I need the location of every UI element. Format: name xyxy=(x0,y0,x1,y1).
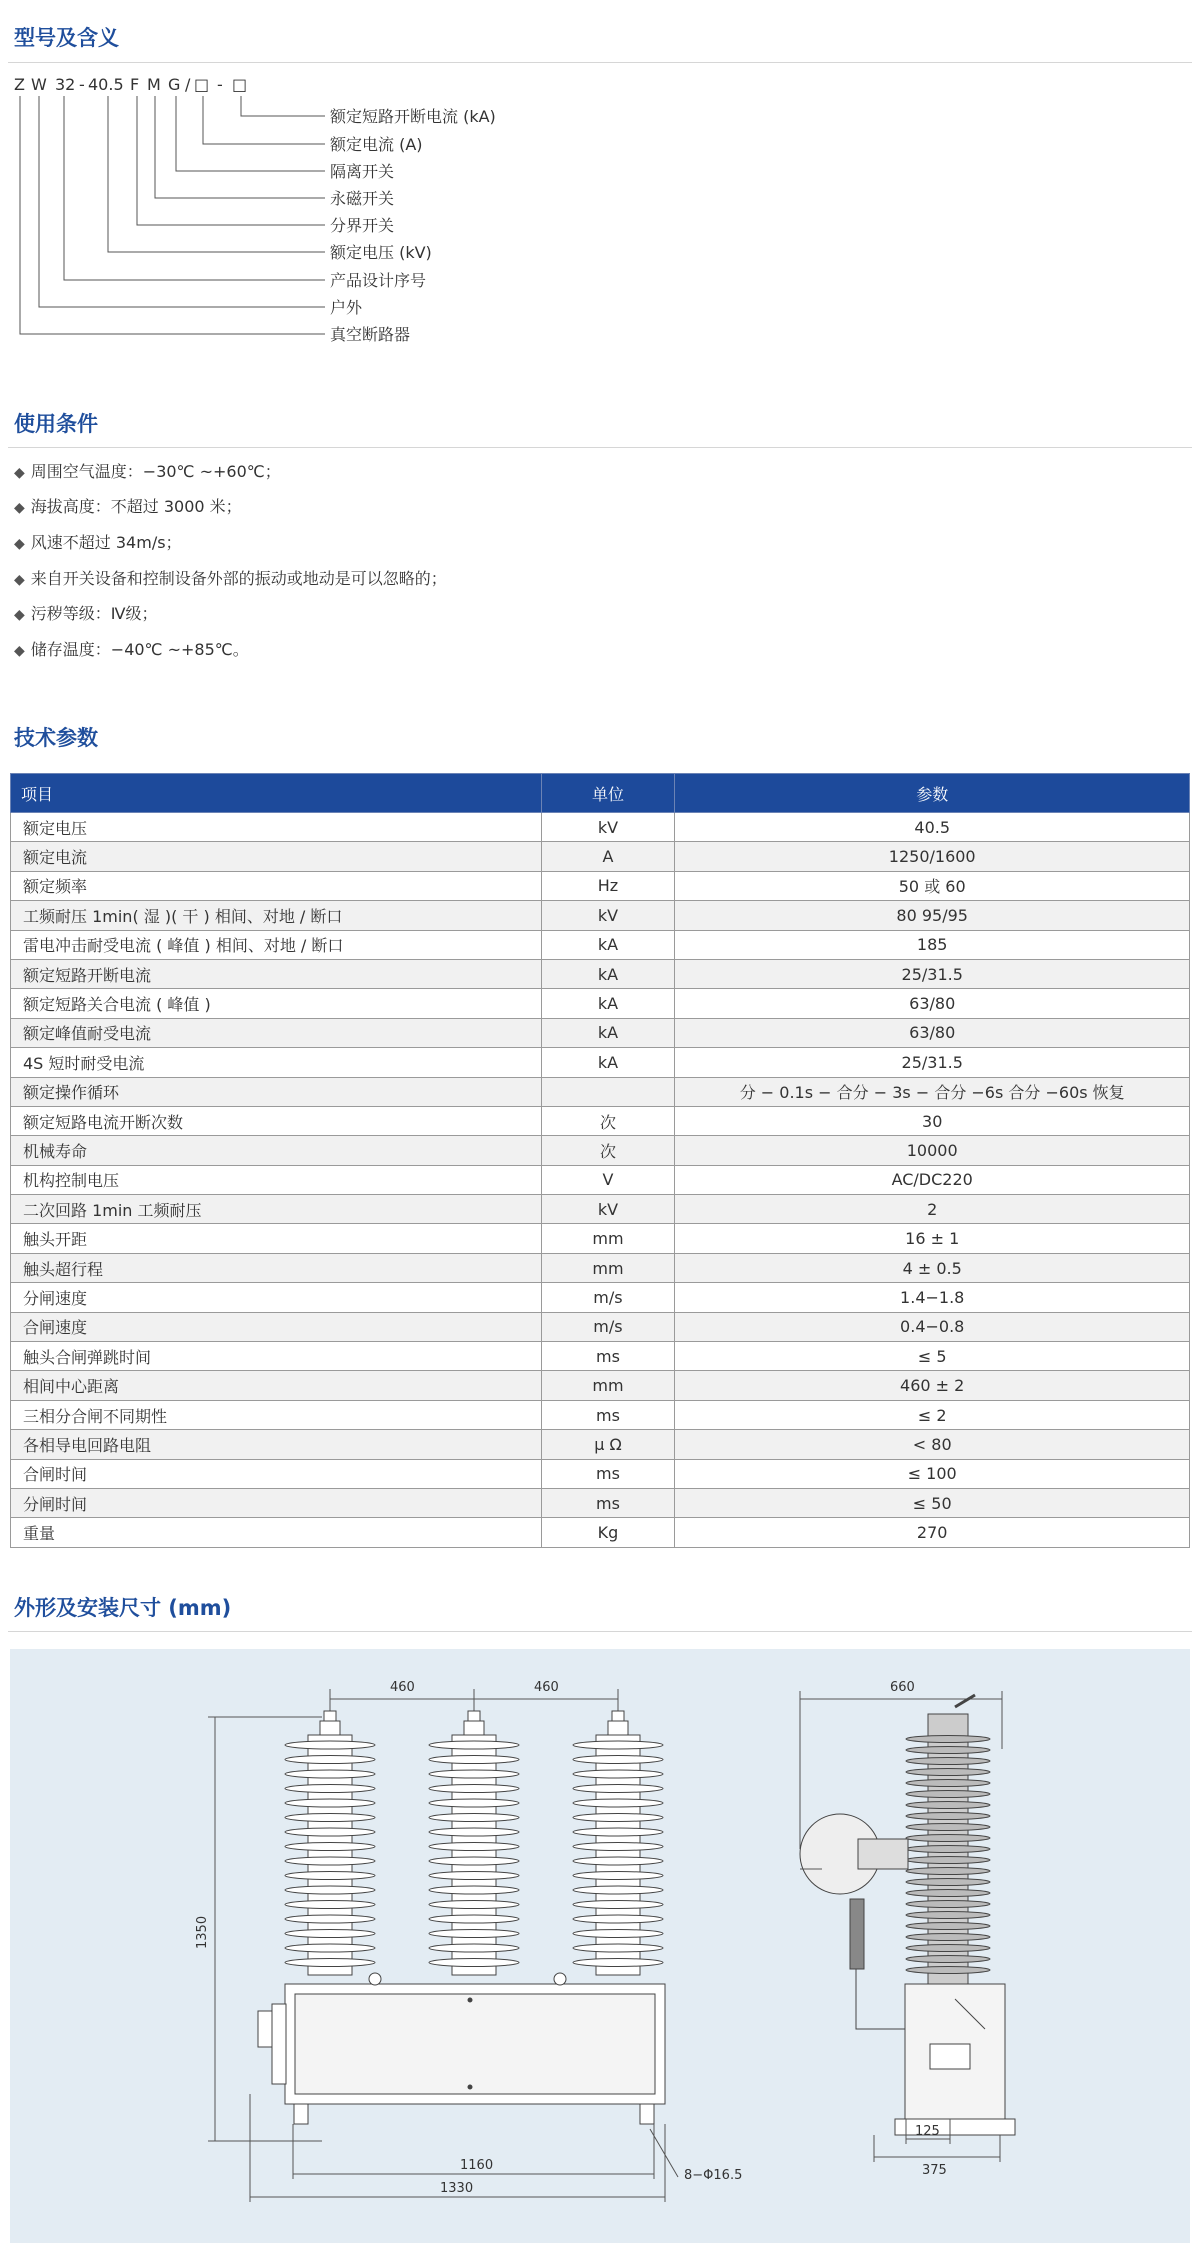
table-cell-unit: 次 xyxy=(541,1136,675,1165)
table-cell-value: ≤ 50 xyxy=(675,1488,1190,1517)
dim-side-width: 660 xyxy=(890,1680,915,1695)
table-cell-value: ≤ 2 xyxy=(675,1400,1190,1429)
side-insulator xyxy=(906,1714,990,1984)
table-cell-item: 合闸时间 xyxy=(11,1459,542,1488)
table-row xyxy=(11,1400,1190,1429)
table-cell-value: 460 ± 2 xyxy=(675,1371,1190,1400)
section-divider xyxy=(8,447,1192,448)
table-row xyxy=(11,959,1190,988)
table-cell-value: 80 95/95 xyxy=(675,901,1190,930)
leader-line xyxy=(203,96,325,144)
table-cell-item: 4S 短时耐受电流 xyxy=(11,1048,542,1077)
table-row xyxy=(11,842,1190,871)
table-row xyxy=(11,1488,1190,1517)
table-cell-unit: mm xyxy=(541,1253,675,1282)
table-cell-item: 触头超行程 xyxy=(11,1253,542,1282)
model-code-char: M xyxy=(147,75,161,94)
dim-holes: 8−Φ16.5 xyxy=(684,2168,743,2183)
table-cell-unit: ms xyxy=(541,1400,675,1429)
table-cell-unit: kV xyxy=(541,813,675,842)
table-row xyxy=(11,1136,1190,1165)
leader-line xyxy=(20,96,325,334)
dim-phase-spacing-1: 460 xyxy=(390,1680,415,1695)
condition-item xyxy=(14,601,158,624)
spec-table xyxy=(10,773,1190,1548)
table-cell-item: 二次回路 1min 工频耐压 xyxy=(11,1195,542,1224)
table-header-cell: 项目 xyxy=(11,774,542,813)
table-cell-value: 0.4−0.8 xyxy=(675,1312,1190,1341)
table-cell-unit: A xyxy=(541,842,675,871)
table-cell-item: 相间中心距离 xyxy=(11,1371,542,1400)
table-row xyxy=(11,930,1190,959)
section-title-model: 型号及含义 xyxy=(14,26,119,50)
model-code-char: 32 xyxy=(55,75,76,94)
table-cell-unit: ms xyxy=(541,1459,675,1488)
table-cell-unit: μ Ω xyxy=(541,1430,675,1459)
model-code-char: □ xyxy=(232,75,248,94)
dim-side-125: 125 xyxy=(915,2124,940,2139)
leader-line xyxy=(241,96,325,116)
table-row xyxy=(11,1342,1190,1371)
model-code-char: Z xyxy=(14,75,25,94)
section-title-conditions: 使用条件 xyxy=(14,412,98,436)
table-cell-value: 40.5 xyxy=(675,813,1190,842)
table-row xyxy=(11,1459,1190,1488)
table-cell-item: 额定峰值耐受电流 xyxy=(11,1018,542,1047)
table-cell-unit: kA xyxy=(541,959,675,988)
table-cell-value: 185 xyxy=(675,930,1190,959)
table-cell-item: 额定电压 xyxy=(11,813,542,842)
table-cell-item: 合闸速度 xyxy=(11,1312,542,1341)
table-cell-value: 4 ± 0.5 xyxy=(675,1253,1190,1282)
table-cell-unit: kA xyxy=(541,989,675,1018)
table-header-row xyxy=(11,774,1190,813)
table-cell-item: 触头合闸弹跳时间 xyxy=(11,1342,542,1371)
table-row xyxy=(11,1048,1190,1077)
model-meaning: 额定电流 (A) xyxy=(330,135,423,154)
table-cell-value: 1.4−1.8 xyxy=(675,1283,1190,1312)
dim-height: 1350 xyxy=(195,1915,210,1949)
table-cell-value: AC/DC220 xyxy=(675,1165,1190,1194)
table-row xyxy=(11,1224,1190,1253)
table-cell-value: 63/80 xyxy=(675,1018,1190,1047)
table-cell-unit: Hz xyxy=(541,871,675,900)
model-code-char: G xyxy=(168,75,181,94)
table-row xyxy=(11,1518,1190,1547)
table-cell-value: 25/31.5 xyxy=(675,959,1190,988)
table-cell-item: 额定操作循环 xyxy=(11,1077,542,1106)
table-cell-unit xyxy=(541,1077,675,1106)
diamond-bullet-icon: ◆ xyxy=(14,500,25,516)
condition-item xyxy=(14,494,242,517)
table-cell-value: 270 xyxy=(675,1518,1190,1547)
table-cell-unit: m/s xyxy=(541,1283,675,1312)
model-code-diagram xyxy=(0,64,600,354)
model-meaning: 真空断路器 xyxy=(330,325,411,344)
table-cell-value: 25/31.5 xyxy=(675,1048,1190,1077)
table-cell-unit: Kg xyxy=(541,1518,675,1547)
table-cell-item: 额定电流 xyxy=(11,842,542,871)
section-title-drawing: 外形及安装尺寸 (mm) xyxy=(14,1596,232,1620)
table-cell-unit: ms xyxy=(541,1342,675,1371)
leader-line xyxy=(176,96,325,171)
model-meaning: 隔离开关 xyxy=(330,162,395,181)
table-cell-unit: kV xyxy=(541,901,675,930)
table-cell-unit: m/s xyxy=(541,1312,675,1341)
leader-line xyxy=(108,96,325,252)
table-cell-value: < 80 xyxy=(675,1430,1190,1459)
condition-item xyxy=(14,530,182,553)
table-cell-item: 额定短路关合电流 ( 峰值 ) xyxy=(11,989,542,1018)
table-cell-value: 16 ± 1 xyxy=(675,1224,1190,1253)
diamond-bullet-icon: ◆ xyxy=(14,465,25,481)
table-cell-value: 10000 xyxy=(675,1136,1190,1165)
table-row xyxy=(11,1312,1190,1341)
insulator xyxy=(429,1711,519,1975)
table-cell-item: 触头开距 xyxy=(11,1224,542,1253)
table-row xyxy=(11,871,1190,900)
table-row xyxy=(11,813,1190,842)
table-row xyxy=(11,1371,1190,1400)
model-meaning: 户外 xyxy=(330,298,363,317)
leader-line xyxy=(137,96,325,225)
table-header-cell: 单位 xyxy=(541,774,675,813)
table-cell-value: ≤ 5 xyxy=(675,1342,1190,1371)
model-meaning: 产品设计序号 xyxy=(330,271,427,290)
table-cell-value: 63/80 xyxy=(675,989,1190,1018)
table-cell-item: 各相导电回路电阻 xyxy=(11,1430,542,1459)
table-row xyxy=(11,1430,1190,1459)
table-cell-unit: kA xyxy=(541,1018,675,1047)
diamond-bullet-icon: ◆ xyxy=(14,607,25,623)
table-cell-item: 工频耐压 1min( 湿 )( 干 ) 相间、对地 / 断口 xyxy=(11,901,542,930)
condition-text: 污秽等级：Ⅳ级； xyxy=(30,604,158,623)
table-cell-unit: ms xyxy=(541,1488,675,1517)
table-cell-unit: 次 xyxy=(541,1106,675,1135)
table-cell-value: 30 xyxy=(675,1106,1190,1135)
model-meaning: 永磁开关 xyxy=(330,189,395,208)
table-cell-item: 分闸速度 xyxy=(11,1283,542,1312)
table-row xyxy=(11,989,1190,1018)
table-cell-item: 额定短路开断电流 xyxy=(11,959,542,988)
model-code-char: F xyxy=(130,75,140,94)
leader-line xyxy=(39,96,325,307)
condition-text: 储存温度：−40℃ ~+85℃。 xyxy=(30,640,249,659)
model-code-svg xyxy=(0,64,600,354)
condition-item xyxy=(14,459,281,482)
condition-text: 风速不超过 34m/s； xyxy=(30,533,182,552)
table-cell-unit: kV xyxy=(541,1195,675,1224)
table-row xyxy=(11,1253,1190,1282)
breaker-body xyxy=(258,1973,665,2124)
table-cell-value: 分 − 0.1s − 合分 − 3s − 合分 −6s 合分 −60s 恢复 xyxy=(675,1077,1190,1106)
diamond-bullet-icon: ◆ xyxy=(14,536,25,552)
table-cell-item: 三相分合闸不同期性 xyxy=(11,1400,542,1429)
model-meaning: 分界开关 xyxy=(330,216,395,235)
diamond-bullet-icon: ◆ xyxy=(14,572,25,588)
table-cell-item: 机构控制电压 xyxy=(11,1165,542,1194)
table-cell-item: 雷电冲击耐受电流 ( 峰值 ) 相间、对地 / 断口 xyxy=(11,930,542,959)
table-row xyxy=(11,1106,1190,1135)
leader-line xyxy=(155,96,325,198)
condition-text: 海拔高度：不超过 3000 米； xyxy=(30,497,242,516)
table-cell-unit: mm xyxy=(541,1224,675,1253)
table-row xyxy=(11,1018,1190,1047)
diamond-bullet-icon: ◆ xyxy=(14,643,25,659)
condition-text: 来自开关设备和控制设备外部的振动或地动是可以忽略的； xyxy=(30,569,447,588)
table-cell-item: 重量 xyxy=(11,1518,542,1547)
insulator xyxy=(285,1711,375,1975)
table-cell-unit: kA xyxy=(541,930,675,959)
dimension-drawing-svg xyxy=(10,1649,1190,2243)
table-row xyxy=(11,1283,1190,1312)
table-row xyxy=(11,901,1190,930)
section-title-params: 技术参数 xyxy=(14,726,98,750)
table-cell-value: ≤ 100 xyxy=(675,1459,1190,1488)
table-row xyxy=(11,1195,1190,1224)
table-cell-unit: kA xyxy=(541,1048,675,1077)
model-code-char: 40.5 xyxy=(88,75,124,94)
table-cell-item: 额定频率 xyxy=(11,871,542,900)
model-code-char: W xyxy=(31,75,47,94)
model-code-char: □ xyxy=(194,75,210,94)
dim-phase-spacing-2: 460 xyxy=(534,1680,559,1695)
table-cell-item: 机械寿命 xyxy=(11,1136,542,1165)
table-cell-item: 分闸时间 xyxy=(11,1488,542,1517)
table-row xyxy=(11,1165,1190,1194)
table-cell-value: 50 或 60 xyxy=(675,871,1190,900)
table-cell-item: 额定短路电流开断次数 xyxy=(11,1106,542,1135)
model-meaning: 额定短路开断电流 (kA) xyxy=(330,107,496,126)
table-cell-unit: mm xyxy=(541,1371,675,1400)
table-header-cell: 参数 xyxy=(675,774,1190,813)
table-cell-unit: V xyxy=(541,1165,675,1194)
table-body xyxy=(11,813,1190,1548)
table-cell-value: 1250/1600 xyxy=(675,842,1190,871)
model-meaning: 额定电压 (kV) xyxy=(330,243,432,262)
dim-base-inner: 1160 xyxy=(460,2158,494,2173)
table-row xyxy=(11,1077,1190,1106)
condition-item xyxy=(14,637,249,660)
insulator xyxy=(573,1711,663,1975)
dim-base-outer: 1330 xyxy=(440,2181,474,2196)
model-code-char: - xyxy=(217,75,223,94)
section-divider xyxy=(8,1631,1192,1632)
dimension-drawing xyxy=(10,1649,1190,2243)
model-code-char: - xyxy=(79,75,85,94)
section-divider xyxy=(8,62,1192,63)
condition-text: 周围空气温度：−30℃ ~+60℃； xyxy=(30,462,281,481)
condition-item xyxy=(14,566,447,589)
dim-side-375: 375 xyxy=(922,2163,947,2178)
model-code-char: / xyxy=(185,75,191,94)
table-cell-value: 2 xyxy=(675,1195,1190,1224)
